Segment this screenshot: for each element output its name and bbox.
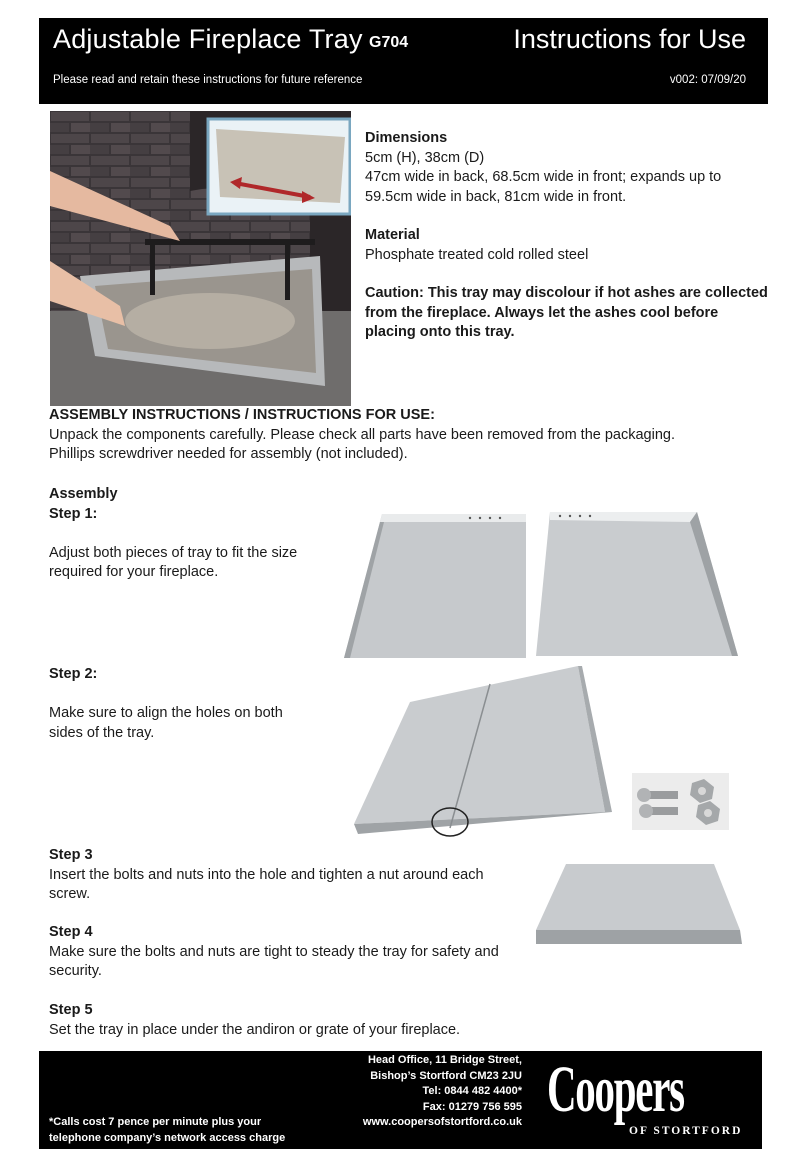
call-cost-note — [49, 1115, 285, 1146]
step-text: Adjust both pieces of tray to fit the size — [49, 544, 298, 561]
step-text: required for your fireplace. — [49, 564, 219, 580]
step-text: Set the tray in place under the andiron or grate of your fireplace. — [49, 1021, 461, 1038]
step2-illustration — [350, 662, 615, 842]
assembly-heading: Assembly — [49, 486, 118, 502]
note-line: *Calls cost 7 pence per minute plus your — [49, 1116, 262, 1128]
instructions-title: Instructions for Use — [513, 24, 746, 54]
assembly-step-4 — [49, 923, 499, 982]
dimensions-section — [365, 129, 721, 207]
website-link[interactable]: www.coopersofstortford.co.uk — [362, 1116, 522, 1128]
step-title: Step 5 — [49, 1002, 93, 1018]
caution-line: Caution: This tray may discolour if hot ashes are collected — [365, 285, 768, 301]
footer-address-block — [363, 1053, 522, 1131]
assembly-step-1 — [49, 485, 297, 583]
step-text: Make sure the bolts and nuts are tight to steady the tray for safety and — [49, 943, 499, 960]
telephone: Tel: 0844 482 4400* — [422, 1085, 522, 1097]
caution-note — [365, 284, 768, 343]
dimensions-line: 5cm (H), 38cm (D) — [365, 149, 485, 166]
assembly-intro-heading: ASSEMBLY INSTRUCTIONS / INSTRUCTIONS FOR USE: — [49, 407, 435, 423]
brand-logo-subtitle: OF STORTFORD — [629, 1125, 743, 1137]
step3-illustration — [534, 860, 744, 946]
step-title: Step 4 — [49, 924, 93, 940]
product-code: G704 — [369, 34, 409, 51]
caution-line: placing onto this tray. — [365, 324, 515, 340]
dimensions-heading: Dimensions — [365, 130, 448, 146]
step-title: Step 2: — [49, 666, 98, 682]
material-value: Phosphate treated cold rolled steel — [365, 246, 589, 263]
address-line: Head Office, 11 Bridge Street, — [367, 1054, 522, 1066]
note-line: telephone company’s network access charge — [49, 1131, 286, 1144]
assembly-intro-line: Unpack the components carefully. Please check all parts have been removed from the packaging. — [49, 426, 675, 443]
address-line: Bishop’s Stortford CM23 2JU — [370, 1069, 522, 1082]
assembly-step-2 — [49, 665, 283, 743]
assembly-intro — [49, 406, 675, 465]
header-bar — [39, 18, 768, 104]
assembly-step-3 — [49, 846, 484, 905]
bolts-and-nuts-photo — [632, 773, 729, 830]
assembly-step-5 — [49, 1001, 460, 1040]
dimensions-line: 59.5cm wide in back, 81cm wide in front. — [365, 188, 627, 205]
product-photo — [50, 111, 351, 406]
dimensions-line: 47cm wide in back, 68.5cm wide in front; expands up to — [365, 169, 722, 185]
version-label: v002: 07/09/20 — [669, 74, 746, 86]
brand-logo: Coopers — [547, 1053, 684, 1126]
step-text: sides of the tray. — [49, 724, 155, 741]
material-section — [365, 226, 588, 265]
step-title: Step 3 — [49, 847, 93, 863]
step-text: Make sure to align the holes on both — [49, 705, 283, 721]
footer-bar — [39, 1051, 762, 1149]
document-title: Adjustable Fireplace Tray — [53, 24, 363, 54]
header-subtitle: Please read and retain these instructions for future reference — [53, 74, 363, 86]
material-heading: Material — [365, 227, 420, 243]
step1-illustration — [340, 508, 740, 660]
step-title: Step 1: — [49, 505, 98, 522]
step-text: screw. — [49, 886, 91, 902]
step-text: security. — [49, 963, 102, 979]
step-text: Insert the bolts and nuts into the hole and tighten a nut around each — [49, 866, 484, 883]
assembly-intro-line: Phillips screwdriver needed for assembly (not included). — [49, 446, 408, 462]
caution-line: from the fireplace. Always let the ashes cool before — [365, 304, 719, 321]
fax: Fax: 01279 756 595 — [422, 1100, 522, 1113]
